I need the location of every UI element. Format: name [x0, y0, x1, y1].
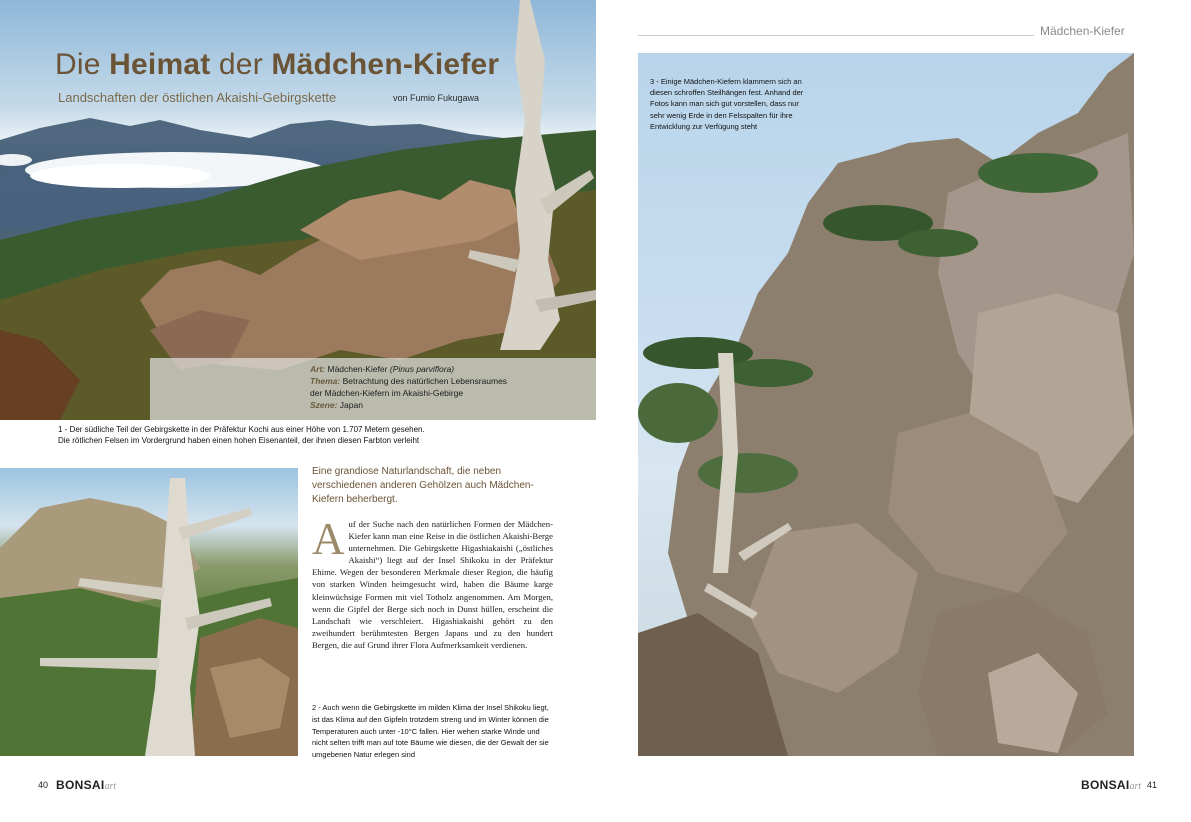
info-label: Thema: [310, 376, 341, 386]
author-byline: von Fumio Fukugawa [393, 93, 480, 103]
photo-rocky-cliffs [638, 53, 1134, 756]
brand-logo-left [56, 776, 116, 794]
brand-name: BONSAI [1081, 778, 1130, 792]
brand-suffix: art [104, 781, 117, 792]
brand-name: BONSAI [56, 778, 105, 792]
caption-1 [58, 424, 425, 446]
page-number-right: 41 [1147, 780, 1158, 790]
drop-cap: A [312, 514, 345, 564]
info-latin-name: (Pinus parviflora) [389, 364, 455, 374]
brand-suffix: art [1129, 781, 1142, 792]
article-body [312, 514, 553, 651]
dead-tree-illustration [0, 468, 298, 756]
title-highlight: Mädchen-Kiefer [271, 48, 500, 81]
title-part: Die [55, 48, 110, 81]
caption-3: 3 - Einige Mädchen-Kiefern klammern sich an diesen schroffen Steilhängen fest. Anhand der Fotos kann man sich gut vorstellen, dass nur sehr wenig Erde in den Felsspalten für ihre Entwicklung zur Verfügung steht [650, 77, 804, 131]
info-box [150, 358, 596, 420]
info-value: der Mädchen-Kiefern im Akaishi-Gebirge [310, 388, 464, 398]
article-lead: Eine grandiose Naturlandschaft, die neben verschiedenen anderen Gehölzen auch Mädchen-Kiefern beherbergt. [312, 466, 534, 505]
info-row-szene [310, 400, 363, 411]
info-value: Betrachtung des natürlichen Lebensraumes [342, 376, 508, 386]
info-value: Mädchen-Kiefer [327, 364, 388, 374]
header-rule [638, 35, 1034, 36]
brand-logo-right [1081, 776, 1141, 794]
title-highlight: Heimat [109, 48, 211, 81]
info-row-thema [310, 376, 507, 387]
title-part: der [210, 48, 272, 81]
photo-dead-tree [0, 468, 298, 756]
caption-2: 2 - Auch wenn die Gebirgskette im milden Klima der Insel Shikoku liegt, ist das Klima auf den Gipfeln trotzdem streng und im Winter können die Temperaturen auch unter -10°C fallen. Hier wehen starke Winde und nicht selten trifft man auf tote Bäume wie diesen, die der Gewalt der sie umgebenen Natur erlegen sind [312, 703, 549, 760]
page-number-left: 40 [38, 780, 49, 790]
body-paragraph: uf der Suche nach den natürlichen Formen der Mädchen-Kiefer kann man eine Reise in die östlichen Akaishi-Berge unternehmen. Die Gebirgskette Higashiakaishi („östliches Akaishi“) liegt auf der Insel Shikoku in der Präfektur Ehime. Wegen der besonderen Merkmale dieser Region, die häufig von starken Winden heimgesucht wird, haben die Bäume karge kleinwüchsige Formen mit viel Totholz angenommen. Am Morgen, wenn die Gipfel der Berge sich noch in Dunst hüllen, erscheint die Landschaft wie verschleiert. Higashiakaishi gehört zu den zweihundert berühmtesten Bergen Japans und zu den hundert Bergen, die auf Grund ihrer Flora Aufmerksamkeit verdienen. [312, 519, 553, 650]
article-subtitle: Landschaften der östlichen Akaishi-Gebirgskette [58, 90, 337, 105]
info-row-art [310, 364, 454, 375]
caption-line: Die rötlichen Felsen im Vordergrund haben einen hohen Eisenanteil, der ihnen diesen Farbton verleiht [58, 436, 420, 445]
info-value: Japan [339, 400, 363, 410]
info-label: Art: [310, 364, 326, 374]
info-row-thema-cont [310, 388, 463, 399]
rocky-cliffs-illustration [638, 53, 1134, 756]
article-title [55, 48, 499, 82]
info-label: Szene: [310, 400, 338, 410]
running-head: Mädchen-Kiefer [1040, 24, 1125, 38]
caption-line: 1 - Der südliche Teil der Gebirgskette in der Präfektur Kochi aus einer Höhe von 1.707 Metern gesehen. [58, 425, 425, 434]
